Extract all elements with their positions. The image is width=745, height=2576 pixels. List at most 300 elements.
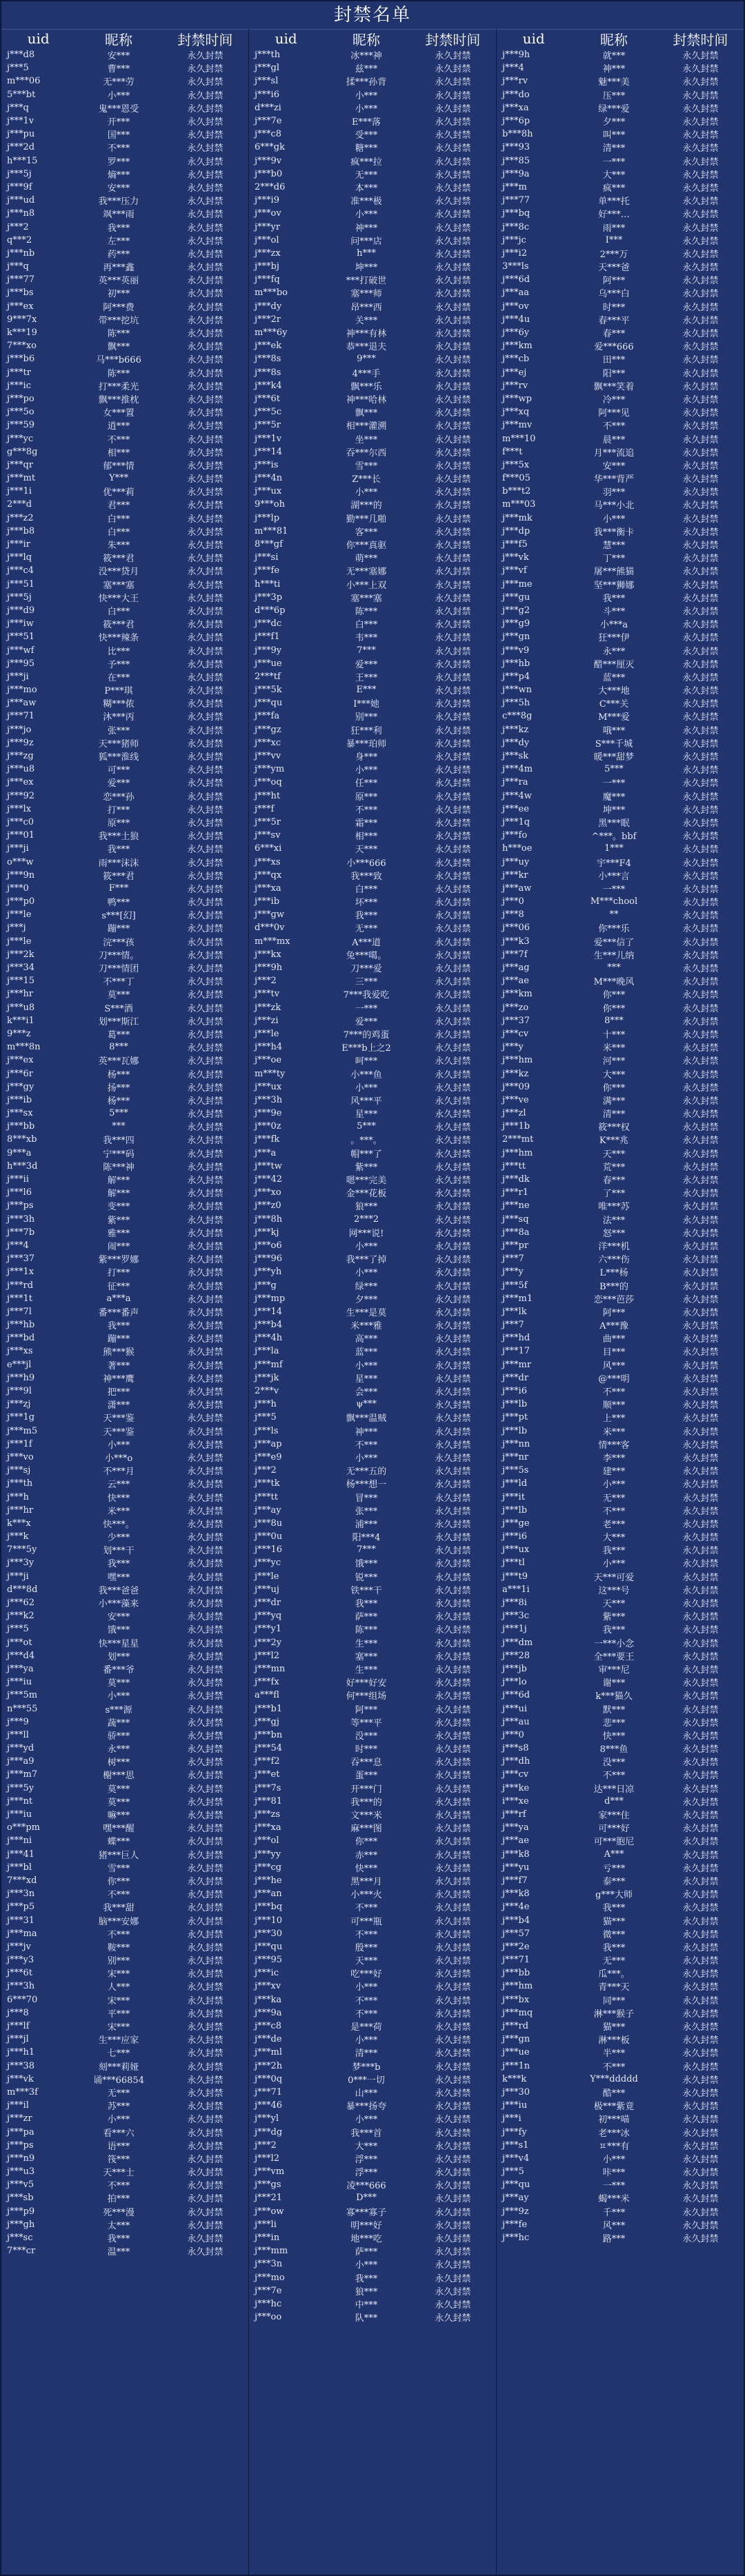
table-row: [1, 512, 248, 525]
uid-cell: j***46: [255, 2100, 283, 2111]
table-row: [1, 247, 248, 260]
nickname-cell: 浦***: [355, 1519, 378, 1530]
table-row: [249, 1213, 496, 1226]
ban-time-cell: 永久封禁: [187, 672, 223, 683]
table-row: [497, 1636, 744, 1649]
nickname-cell: 不***: [355, 1929, 378, 1940]
ban-time-cell: 永久封禁: [435, 2234, 471, 2245]
table-row: [497, 1425, 744, 1438]
table-row: [1, 459, 248, 472]
nickname-cell: 无***: [602, 1493, 626, 1504]
ban-time-cell: 永久封禁: [187, 2035, 223, 2046]
table-row: [1, 1609, 248, 1622]
nickname-cell: 爱***: [355, 1016, 378, 1027]
ban-time-cell: 永久封禁: [682, 1797, 719, 1808]
uid-cell: j***hm: [502, 1147, 533, 1158]
ban-time-cell: 永久封禁: [187, 501, 223, 512]
uid-cell: j***ov: [255, 208, 281, 219]
nickname-cell: 我***压力: [98, 197, 139, 208]
uid-cell: j***8: [502, 909, 524, 920]
uid-cell: j***lk: [502, 1306, 527, 1317]
uid-cell: j***g: [255, 1280, 277, 1291]
ban-time-cell: 永久封禁: [682, 1956, 719, 1967]
ban-time-cell: 永久封禁: [187, 1268, 223, 1279]
table-row: [497, 1278, 744, 1291]
nickname-cell: 爱***: [355, 659, 378, 670]
nickname-cell: 一***: [602, 778, 626, 789]
ban-time-cell: 永久封禁: [682, 1837, 719, 1848]
uid-cell: j***le: [7, 909, 32, 920]
ban-time-cell: 永久封禁: [682, 1771, 719, 1782]
nickname-cell: 划***斯江: [98, 1016, 139, 1027]
uid-cell: j***lb: [502, 1425, 528, 1436]
ban-time-cell: 永久封禁: [682, 1189, 719, 1200]
nickname-cell: 塞***师: [350, 289, 382, 300]
nickname-cell: 神***哈林: [346, 394, 387, 405]
nickname-cell: 我***四: [103, 1136, 135, 1147]
nickname-cell: 呵***: [355, 1056, 378, 1067]
table-row: [249, 974, 496, 987]
uid-cell: j***5h: [502, 698, 530, 709]
nickname-cell: 快***: [355, 1863, 378, 1874]
ban-time-cell: 永久封禁: [435, 210, 471, 221]
table-row: [249, 1080, 496, 1094]
table-row: [497, 1186, 744, 1199]
uid-cell: j***1j: [502, 1624, 527, 1635]
ban-time-cell: 永久封禁: [435, 1771, 471, 1782]
table-row: [497, 1292, 744, 1305]
ban-time-cell: 永久封禁: [682, 1440, 719, 1451]
ban-time-cell: 永久封禁: [435, 1612, 471, 1623]
nickname-cell: 快***星星: [98, 1638, 139, 1649]
ban-time-cell: 永久封禁: [435, 1281, 471, 1292]
nickname-cell: 飘***温贼: [346, 1413, 387, 1425]
nickname-cell: 君***: [107, 501, 130, 512]
uid-cell: j***bb: [7, 1121, 35, 1132]
ban-time-cell: 永久封禁: [187, 2049, 223, 2060]
uid-cell: j***jk: [255, 1372, 279, 1383]
uid-cell: j***bl: [7, 1862, 32, 1873]
table-row: [497, 1490, 744, 1503]
uid-cell: 6***gk: [255, 142, 285, 153]
table-row: [249, 1861, 496, 1874]
table-row: [249, 736, 496, 749]
nickname-cell: 不***: [602, 2062, 626, 2073]
ban-time-cell: 永久封禁: [682, 408, 719, 419]
table-row: [497, 207, 744, 220]
uid-cell: j***sl: [255, 76, 279, 87]
table-row: [497, 300, 744, 313]
uid-cell: j***vk: [502, 552, 529, 563]
nickname-cell: 嘿***醒: [103, 1824, 135, 1835]
uid-cell: d***0v: [255, 923, 285, 934]
nickname-cell: P***琪: [104, 686, 133, 697]
nickname-cell: 7***我爱吃: [343, 990, 390, 1001]
table-row: [497, 1729, 744, 1742]
uid-cell: j***i6: [502, 1531, 527, 1542]
table-row: [1, 1080, 248, 1094]
uid-cell: j***sx: [7, 1108, 33, 1119]
ban-time-cell: 永久封禁: [187, 1664, 223, 1676]
nickname-cell: 青***天: [598, 1982, 630, 1993]
uid-cell: j***4: [7, 1240, 29, 1251]
table-row: [249, 2271, 496, 2284]
table-row: [497, 128, 744, 141]
uid-cell: j***16: [255, 1544, 283, 1556]
uid-cell: j***30: [255, 1928, 283, 1939]
table-row: [249, 525, 496, 538]
nickname-cell: 坏***: [355, 898, 378, 909]
table-row: [249, 1556, 496, 1569]
table-row: [497, 1385, 744, 1398]
uid-cell: j***cb: [502, 354, 530, 365]
table-row: [1, 194, 248, 207]
nickname-cell: I***: [605, 234, 623, 245]
ban-time-cell: 永久封禁: [435, 2220, 471, 2231]
uid-cell: j***7: [502, 1254, 524, 1265]
ban-time-cell: 永久封禁: [682, 2168, 719, 2179]
nickname-cell: 赤***: [355, 1850, 378, 1861]
table-row: [1, 326, 248, 339]
nickname-cell: 我***: [355, 911, 378, 922]
nickname-cell: 唯***苏: [598, 1202, 630, 1213]
ban-time-cell: 永久封禁: [682, 2115, 719, 2126]
nickname-cell: 屠***熊猫: [593, 567, 635, 578]
ban-time-cell: 永久封禁: [435, 1678, 471, 1689]
uid-cell: j***0q: [255, 2073, 283, 2084]
uid-cell: j***9l: [7, 1386, 32, 1397]
ban-time-cell: 永久封禁: [187, 1453, 223, 1464]
nickname-cell: 我***甜: [103, 1903, 135, 1914]
nickname-header: 昵称: [352, 31, 381, 48]
ban-time-cell: 永久封禁: [682, 236, 719, 247]
table-row: [1, 1768, 248, 1781]
table-header: [1, 29, 248, 48]
uid-cell: j***v4: [502, 2153, 530, 2164]
uid-cell: j***5m: [7, 1690, 38, 1701]
table-row: [497, 61, 744, 74]
table-row: [249, 141, 496, 154]
nickname-cell: 罗***: [107, 157, 130, 168]
table-row: [497, 1755, 744, 1768]
ban-time-cell: 永久封禁: [682, 1995, 719, 2006]
nickname-cell: 宋***: [107, 1969, 130, 1980]
uid-cell: d***zi: [255, 102, 281, 113]
uid-cell: j***bq: [255, 1902, 283, 1913]
table-row: [497, 1080, 744, 1094]
ban-time-cell: 永久封禁: [187, 924, 223, 935]
nickname-cell: 华***背严: [593, 474, 635, 485]
uid-cell: j***pu: [7, 129, 35, 140]
table-row: [497, 1014, 744, 1027]
ban-time-cell: 永久封禁: [682, 77, 719, 88]
table-row: [249, 1054, 496, 1067]
nickname-cell: 湖***的: [350, 501, 382, 512]
uid-cell: j***ex: [7, 1055, 34, 1066]
ban-time-cell: 永久封禁: [682, 1294, 719, 1305]
table-row: [497, 2006, 744, 2020]
ban-time-cell: 永久封禁: [187, 329, 223, 340]
uid-cell: j***9a: [502, 168, 530, 179]
uid-cell: j***rf: [502, 1809, 526, 1820]
ban-time-cell: 永久封禁: [682, 2075, 719, 2086]
table-row: [249, 1067, 496, 1080]
ban-time-cell: 永久封禁: [187, 2207, 223, 2218]
table-row: [1, 987, 248, 1000]
uid-cell: j***de: [255, 2034, 282, 2045]
table-row: [1, 1305, 248, 1318]
nickname-cell: 小***: [602, 2154, 626, 2165]
nickname-cell: 人***: [107, 1982, 130, 1993]
table-row: [497, 1027, 744, 1040]
nickname-cell: 鸭***: [107, 898, 130, 909]
nickname-cell: 小***: [107, 1440, 130, 1451]
uid-cell: j***vv: [255, 751, 281, 762]
ban-time-cell: 永久封禁: [435, 2115, 471, 2126]
nickname-cell: 鬼***恩受: [98, 103, 139, 114]
uid-cell: j***0u: [255, 1531, 283, 1542]
ban-time-cell: 永久封禁: [187, 1123, 223, 1134]
nickname-cell: 七***: [107, 2049, 130, 2060]
table-row: [1, 736, 248, 749]
table-row: [249, 816, 496, 829]
nickname-cell: 可***胞尼: [593, 1837, 635, 1848]
uid-cell: j***mk: [502, 512, 533, 523]
nickname-cell: 寡***寡子: [346, 2207, 387, 2218]
uid-cell: j***gz: [255, 724, 281, 735]
table-row: [1, 405, 248, 419]
table-row: [1, 803, 248, 816]
ban-time-cell: 永久封禁: [682, 103, 719, 114]
nickname-cell: 扬***: [107, 1083, 130, 1094]
uid-cell: j***ay: [255, 1505, 281, 1516]
table-row: [497, 74, 744, 88]
uid-cell: j***th: [7, 1478, 33, 1489]
uid-cell: j***le: [255, 1571, 279, 1582]
nickname-cell: 情***客: [598, 1440, 630, 1451]
uid-cell: j***ud: [7, 195, 35, 206]
table-row: [497, 392, 744, 405]
table-row: [249, 670, 496, 683]
ban-time-cell: 永久封禁: [682, 1215, 719, 1226]
nickname-cell: 河***: [602, 1056, 626, 1067]
table-row: [497, 578, 744, 591]
table-row: [497, 551, 744, 564]
nickname-cell: 闹***: [107, 1241, 130, 1252]
nickname-cell: 极***紫竟: [593, 2102, 635, 2113]
nickname-cell: 9***: [357, 354, 376, 365]
ban-time-cell: 永久封禁: [187, 1850, 223, 1861]
ban-time-cell: 永久封禁: [187, 898, 223, 909]
table-header: [249, 29, 496, 48]
uid-cell: j***h1: [7, 2047, 35, 2058]
table-row: [1, 1795, 248, 1808]
ban-time-cell: 永久封禁: [187, 2128, 223, 2139]
uid-cell: j***au: [502, 1716, 530, 1727]
table-row: [249, 2178, 496, 2191]
table-row: [249, 2152, 496, 2165]
ban-time-cell: 永久封禁: [435, 77, 471, 88]
nickname-cell: 阿***费: [103, 302, 135, 313]
table-row: [1, 392, 248, 405]
ban-time-cell: 永久封禁: [682, 1704, 719, 1715]
nickname-cell: 紫***罗娜: [98, 1255, 139, 1266]
uid-cell: f***t: [502, 446, 523, 457]
nickname-cell: 你***: [602, 990, 626, 1001]
table-row: [1, 1107, 248, 1120]
uid-cell: j***dr: [502, 1372, 529, 1383]
ban-time-cell: 永久封禁: [435, 1440, 471, 1451]
ban-time-cell: 永久封禁: [435, 1056, 471, 1067]
nickname-cell: 乌***白: [598, 289, 630, 300]
nickname-cell: 不***: [107, 2181, 130, 2192]
ban-time-cell: 永久封禁: [682, 898, 719, 909]
table-row: [1, 1834, 248, 1847]
ban-time-cell: 永久封禁: [682, 434, 719, 445]
nickname-cell: 看***六: [103, 2128, 135, 2139]
ban-time-cell: 永久封禁: [435, 2102, 471, 2113]
nickname-cell: 天***: [602, 1599, 626, 1610]
nickname-cell: 蓝***: [602, 672, 626, 683]
ban-time-cell: 永久封禁: [682, 1718, 719, 1729]
nickname-cell: 麻***图: [350, 1824, 382, 1835]
nickname-cell: 风***: [602, 1360, 626, 1371]
table-row: [249, 1742, 496, 1755]
nickname-cell: A***道: [352, 937, 381, 948]
table-row: [497, 1596, 744, 1609]
uid-cell: j***1v: [255, 433, 282, 444]
uid-cell: j***ee: [502, 803, 529, 814]
uid-cell: j***zs: [255, 1809, 281, 1820]
uid-cell: j***v9: [502, 645, 530, 656]
uid-cell: j***pa: [7, 2126, 34, 2137]
uid-cell: j***62: [7, 1598, 35, 1609]
uid-cell: j***54: [255, 1743, 283, 1754]
uid-cell: j***5o: [7, 407, 34, 418]
ban-time-cell: 永久封禁: [682, 2234, 719, 2245]
ban-time-cell: 永久封禁: [682, 818, 719, 829]
ban-time-cell: 永久封禁: [435, 712, 471, 723]
nickname-cell: 我***的: [350, 1797, 382, 1808]
nickname-cell: s***源: [105, 1704, 132, 1715]
nickname-cell: 飘***推枕: [98, 394, 139, 405]
uid-cell: j***et: [255, 1769, 280, 1780]
uid-cell: j***wf: [7, 645, 34, 656]
ban-time-cell: 永久封禁: [187, 2168, 223, 2179]
nickname-cell: 初***: [107, 289, 130, 300]
uid-cell: j***b0: [255, 168, 283, 179]
table-row: [1, 829, 248, 842]
uid-cell: j***b6: [7, 354, 35, 365]
uid-cell: j***8h: [255, 1214, 283, 1225]
ban-time-cell: 永久封禁: [187, 1321, 223, 1332]
nickname-cell: 雨***: [602, 223, 626, 234]
table-row: [1, 1133, 248, 1146]
uid-cell: j***jo: [7, 724, 32, 735]
table-row: [249, 379, 496, 392]
uid-cell: j***51: [7, 632, 35, 643]
table-row: [249, 2191, 496, 2204]
ban-time-cell: 永久封禁: [682, 1850, 719, 1861]
table-row: [249, 2231, 496, 2244]
nickname-cell: 飘***: [107, 342, 130, 353]
table-row: [497, 405, 744, 419]
uid-cell: j***s1: [502, 2140, 529, 2151]
ban-time-cell: 永久封禁: [682, 302, 719, 313]
nickname-cell: 8***: [109, 1042, 128, 1053]
ban-time-cell: 永久封禁: [187, 1784, 223, 1795]
uid-cell: j***ym: [255, 764, 285, 775]
table-row: [1, 1993, 248, 2006]
table-row: [497, 1226, 744, 1239]
table-row: [1, 882, 248, 895]
ban-time-cell: 永久封禁: [187, 699, 223, 710]
ban-time-cell: 永久封禁: [435, 263, 471, 274]
table-row: [1, 1913, 248, 1926]
nickname-cell: 2***2: [354, 1214, 379, 1225]
uid-cell: j***9a: [255, 2007, 282, 2018]
table-row: [497, 1530, 744, 1543]
ban-time-cell: 永久封禁: [435, 90, 471, 101]
ban-time-cell: 永久封禁: [682, 1281, 719, 1292]
table-row: [1, 1451, 248, 1464]
nickname-cell: 小***藻来: [98, 1599, 139, 1610]
table-row: [497, 352, 744, 365]
uid-cell: j***fk: [255, 1134, 280, 1145]
ban-time-cell: 永久封禁: [435, 381, 471, 392]
table-row: [1, 1556, 248, 1569]
ban-time-cell: 永久封禁: [187, 263, 223, 274]
uid-cell: h***oe: [502, 843, 533, 854]
uid-cell: j***34: [7, 963, 35, 974]
uid-cell: j***28: [502, 1650, 530, 1661]
uid-cell: j***xo: [255, 1187, 281, 1198]
ban-time-cell: 永久封禁: [682, 355, 719, 366]
ban-time-cell: 永久封禁: [682, 1506, 719, 1517]
ban-time-cell: 永久封禁: [682, 778, 719, 789]
uid-cell: j***6r: [7, 1068, 34, 1079]
uid-cell: 6***70: [7, 1994, 38, 2005]
nickname-cell: 小***o: [104, 1453, 133, 1464]
ban-time-cell: 永久封禁: [435, 2286, 471, 2297]
uid-cell: d***6p: [255, 605, 286, 616]
nickname-cell: 安***: [107, 51, 130, 62]
ban-time-cell: 永久封禁: [187, 1876, 223, 1887]
nickname-cell: ***: [607, 963, 621, 974]
table-row: [497, 1438, 744, 1451]
uid-cell: j***rd: [7, 1280, 34, 1291]
uid-cell: j***sc: [7, 2233, 33, 2244]
uid-cell: j***pt: [502, 1412, 528, 1423]
nickname-cell: 阳***4: [352, 1533, 381, 1544]
ban-time-cell: 永久封禁: [187, 1718, 223, 1729]
nickname-cell: 朱***: [107, 541, 130, 552]
nickname-cell: 天***鉴: [103, 1427, 135, 1438]
uid-cell: j***38: [7, 2060, 35, 2071]
ban-time-cell: 永久封禁: [187, 778, 223, 789]
ban-time-cell: 永久封禁: [187, 1400, 223, 1411]
uid-cell: j***5k: [255, 685, 282, 696]
nickname-cell: 狂***伊: [598, 633, 630, 644]
table-row: [249, 630, 496, 643]
nickname-cell: 清***: [602, 1109, 626, 1120]
nickname-cell: 不***: [355, 1995, 378, 2006]
uid-cell: j***ex: [7, 777, 34, 788]
table-row: [497, 1265, 744, 1278]
table-row: [497, 1676, 744, 1689]
table-row: [497, 908, 744, 921]
uid-cell: j***n8: [7, 208, 35, 219]
